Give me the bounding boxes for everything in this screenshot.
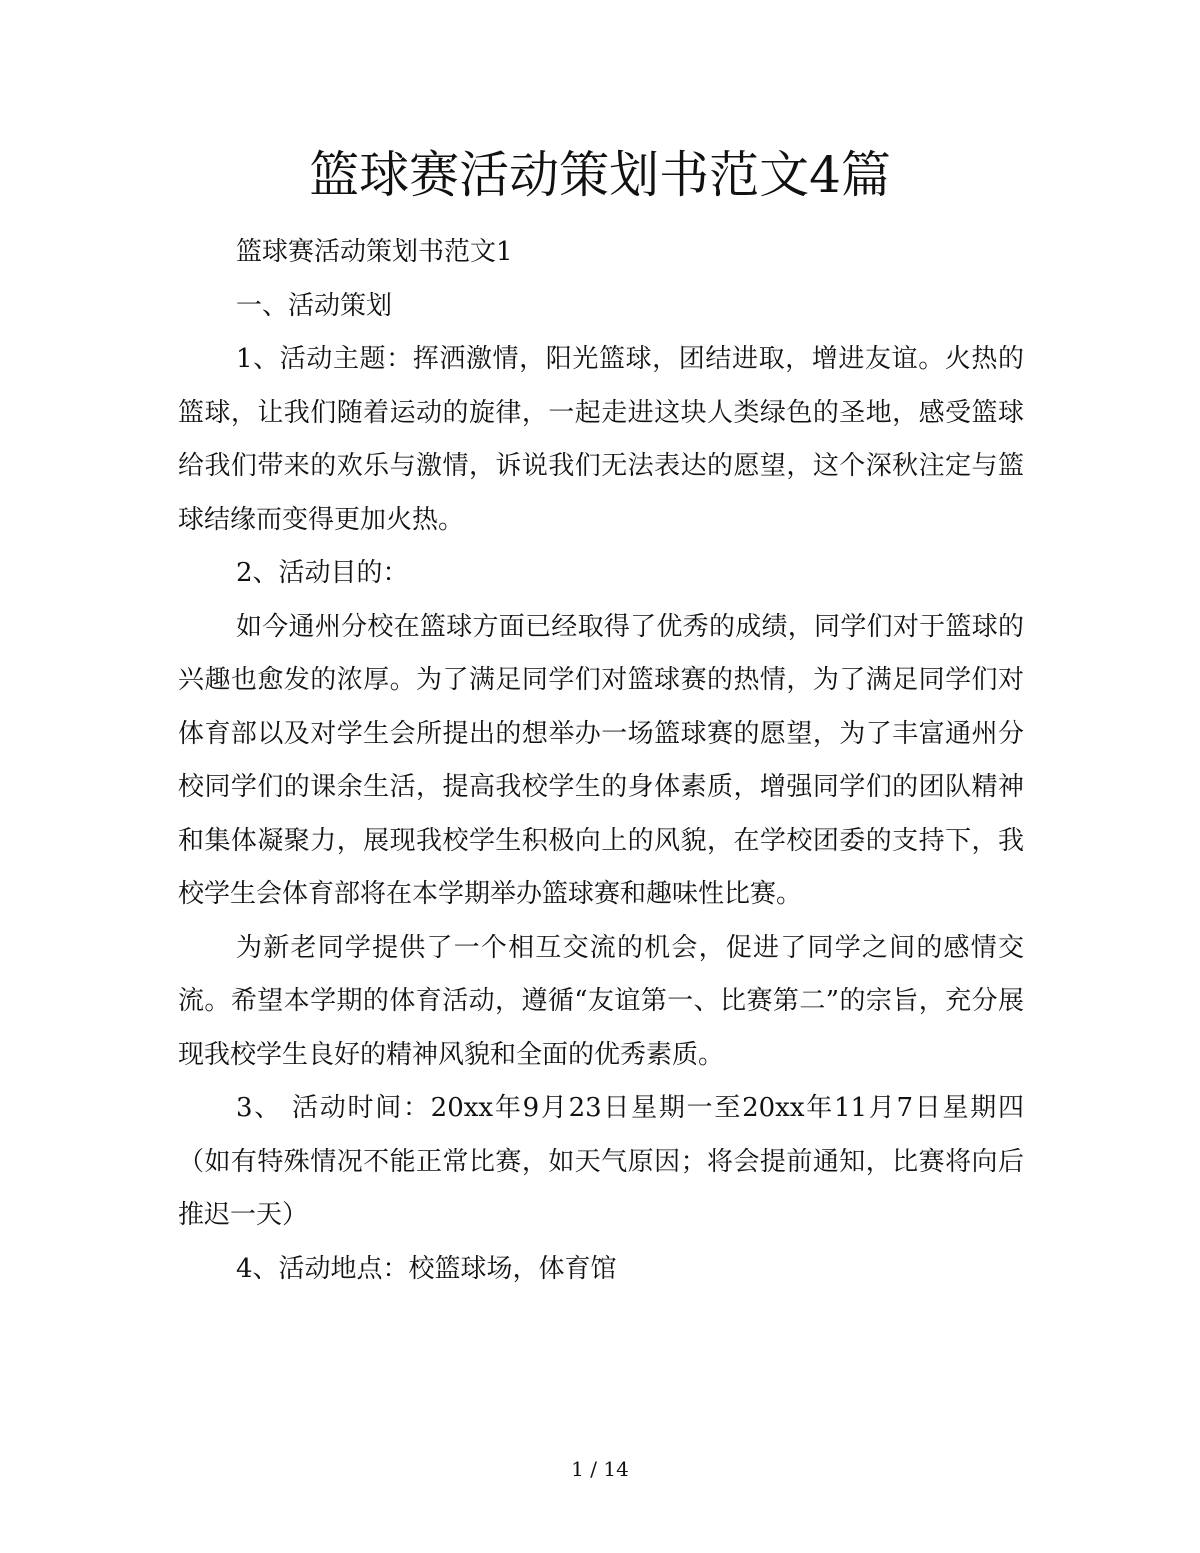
paragraph-purpose: 如今通州分校在篮球方面已经取得了优秀的成绩，同学们对于篮球的兴趣也愈发的浓厚。为了满足同学们对篮球赛的热情，为了满足同学们对体育部以及对学生会所提出的想举办一场篮球赛的愿望，为了丰富通州分校同学们的课余生活，提高我校学生的身体素质，增强同学们的团队精神和集体凝聚力，展现我校学生积极向上的风貌，在学校团委的支持下，我校学生会体育部将在本学期举办篮球赛和趣味性比赛。 bbox=[178, 611, 1024, 909]
paragraph-purpose-heading: 2、活动目的： bbox=[236, 558, 409, 588]
paragraph-theme: 1、活动主题：挥洒激情，阳光篮球，团结进取，增进友谊。火热的篮球，让我们随着运动的旋律，一起走进这块人类绿色的圣地，感受篮球给我们带来的欢乐与激情，诉说我们无法表达的愿望，这个深秋注定与篮球结缘而变得更加火热。 bbox=[178, 344, 1024, 535]
paragraph-exchange: 为新老同学提供了一个相互交流的机会，促进了同学之间的感情交流。希望本学期的体育活动，遵循“友谊第一、比赛第二”的宗旨，充分展现我校学生良好的精神风貌和全面的优秀素质。 bbox=[178, 932, 1024, 1070]
section-heading: 篮球赛活动策划书范文1 bbox=[236, 237, 513, 267]
document-body bbox=[178, 226, 1024, 1296]
subsection-heading: 一、活动策划 bbox=[236, 290, 393, 321]
page-number: 1 / 14 bbox=[571, 1457, 629, 1481]
document-title: 篮球赛活动策划书范文4篇 bbox=[309, 146, 891, 204]
paragraph-location: 4、活动地点：校篮球场，体育馆 bbox=[236, 1253, 617, 1284]
paragraph-time: 3、 活动时间：20xx年9月23日星期一至20xx年11月7日星期四（如有特殊情况不能正常比赛，如天气原因；将会提前通知，比赛将向后推迟一天） bbox=[178, 1093, 1024, 1230]
